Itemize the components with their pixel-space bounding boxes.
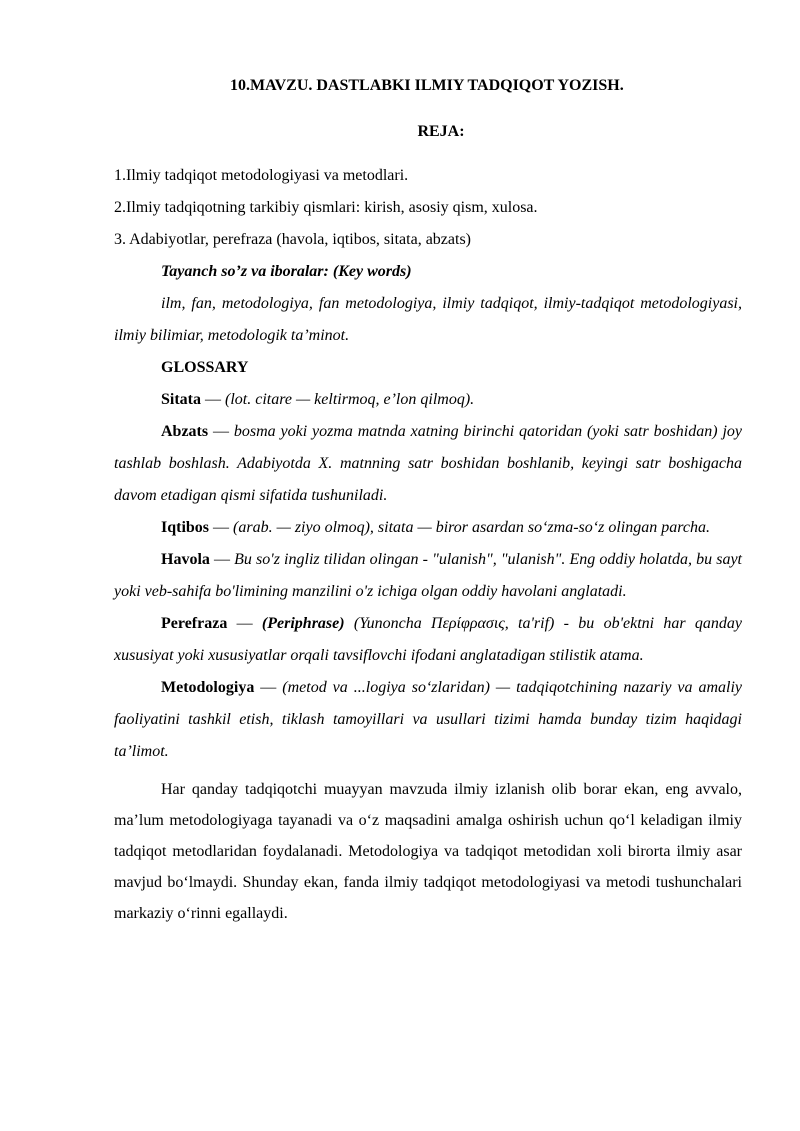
glossary-term: Perefraza xyxy=(161,615,228,632)
glossary-definition: bosma yoki yozma matnda xatning birinchi qatoridan (yoki satr boshidan) joy tashlab boshlash. Adabiyotda X. matnning satr boshidan boshlanib, keyingi satr boshigacha davom etadigan qismi sifatida tushuniladi. xyxy=(114,423,742,504)
glossary-term: Iqtibos xyxy=(161,519,210,536)
glossary-entry-sitata xyxy=(114,384,742,416)
keywords-text: ilm, fan, metodologiya, fan metodologiya, ilmiy tadqiqot, ilmiy-tadqiqot metodologiyasi, ilmiy bilimiar, metodologik ta’minot. xyxy=(114,295,742,344)
glossary-term: Abzats xyxy=(161,423,209,440)
glossary-entry-abzats xyxy=(114,416,742,512)
glossary-term: Sitata xyxy=(161,391,201,408)
glossary-definition: Bu so'z ingliz tilidan olingan - "ulanish", "ulanish". Eng oddiy holatda, bu sayt yoki veb-sahifa bo'limining manzilini o'z ichiga olgan oddiy havolani anglatadi. xyxy=(114,551,743,600)
page-title: 10.MAVZU. DASTLABKI ILMIY TADQIQOT YOZISH. xyxy=(230,77,624,94)
glossary-entry-iqtibos xyxy=(114,512,742,544)
glossary-term-english: (Periphrase) xyxy=(261,615,345,632)
plan-item: 3. Adabiyotlar, perefraza (havola, iqtibos, sitata, abzats) xyxy=(114,231,471,248)
glossary-heading-text: GLOSSARY xyxy=(161,359,249,376)
plan-heading xyxy=(114,116,742,148)
glossary-entry-havola xyxy=(114,544,742,608)
plan-item: 2.Ilmiy tadqiqotning tarkibiy qismlari: kirish, asosiy qism, xulosa. xyxy=(114,199,538,216)
plan-item: 1.Ilmiy tadqiqot metodologiyasi va metodlari. xyxy=(114,167,409,184)
glossary-definition: (arab. — ziyo olmoq), sitata — biror asardan so‘zma-so‘z olingan parcha. xyxy=(233,519,710,536)
glossary-dash: — xyxy=(209,551,235,568)
glossary-term: Metodologiya xyxy=(161,679,255,696)
glossary-entry-perefraza xyxy=(114,608,742,672)
glossary-definition: (metod va ...logiya so‘zlaridan) — tadqiqotchining nazariy va amaliy faoliyatini tashkil etish, tiklash tamoyillari va usullari tizimi hamda bunday tizim haqidagi ta’limot. xyxy=(114,679,743,760)
glossary-dash: — xyxy=(209,519,234,536)
glossary-dash: — xyxy=(254,679,283,696)
keywords-heading xyxy=(114,256,742,288)
glossary-definition: (Yunoncha Περίφρασις, ta'rif) - bu ob'ektni har qanday xususiyat yoki xususiyatlar orqali tavsiflovchi ifodani anglatadigan stilistik atama. xyxy=(114,615,743,664)
glossary-dash: — xyxy=(201,391,225,408)
glossary-term: Havola xyxy=(161,551,210,568)
plan-heading-text: REJA: xyxy=(417,123,465,140)
glossary-entry-metodologiya xyxy=(114,672,742,768)
body-paragraph: Har qanday tadqiqotchi muayyan mavzuda ilmiy izlanish olib borar ekan, eng avvalo, ma’lum metodologiyaga tayanadi va o‘z maqsadini amalga oshirish uchun qo‘l keladigan ilmiy tadqiqot metodlaridan foydalanadi. Metodologiya va tadqiqot metodidan xoli birorta ilmiy asar mavjud bo‘lmaydi. Shunday ekan, fanda ilmiy tadqiqot metodologiyasi va metodi tushunchalari markaziy o‘rinni egallaydi. xyxy=(114,781,742,922)
keywords-heading-text: Tayanch so’z va iboralar: (Key words) xyxy=(161,263,412,280)
glossary-dash: — xyxy=(227,615,262,632)
glossary-dash: — xyxy=(208,423,234,440)
glossary-heading xyxy=(114,352,742,384)
document-page xyxy=(114,70,742,929)
glossary-definition: (lot. citare — keltirmoq, e’lon qilmoq). xyxy=(225,391,475,408)
